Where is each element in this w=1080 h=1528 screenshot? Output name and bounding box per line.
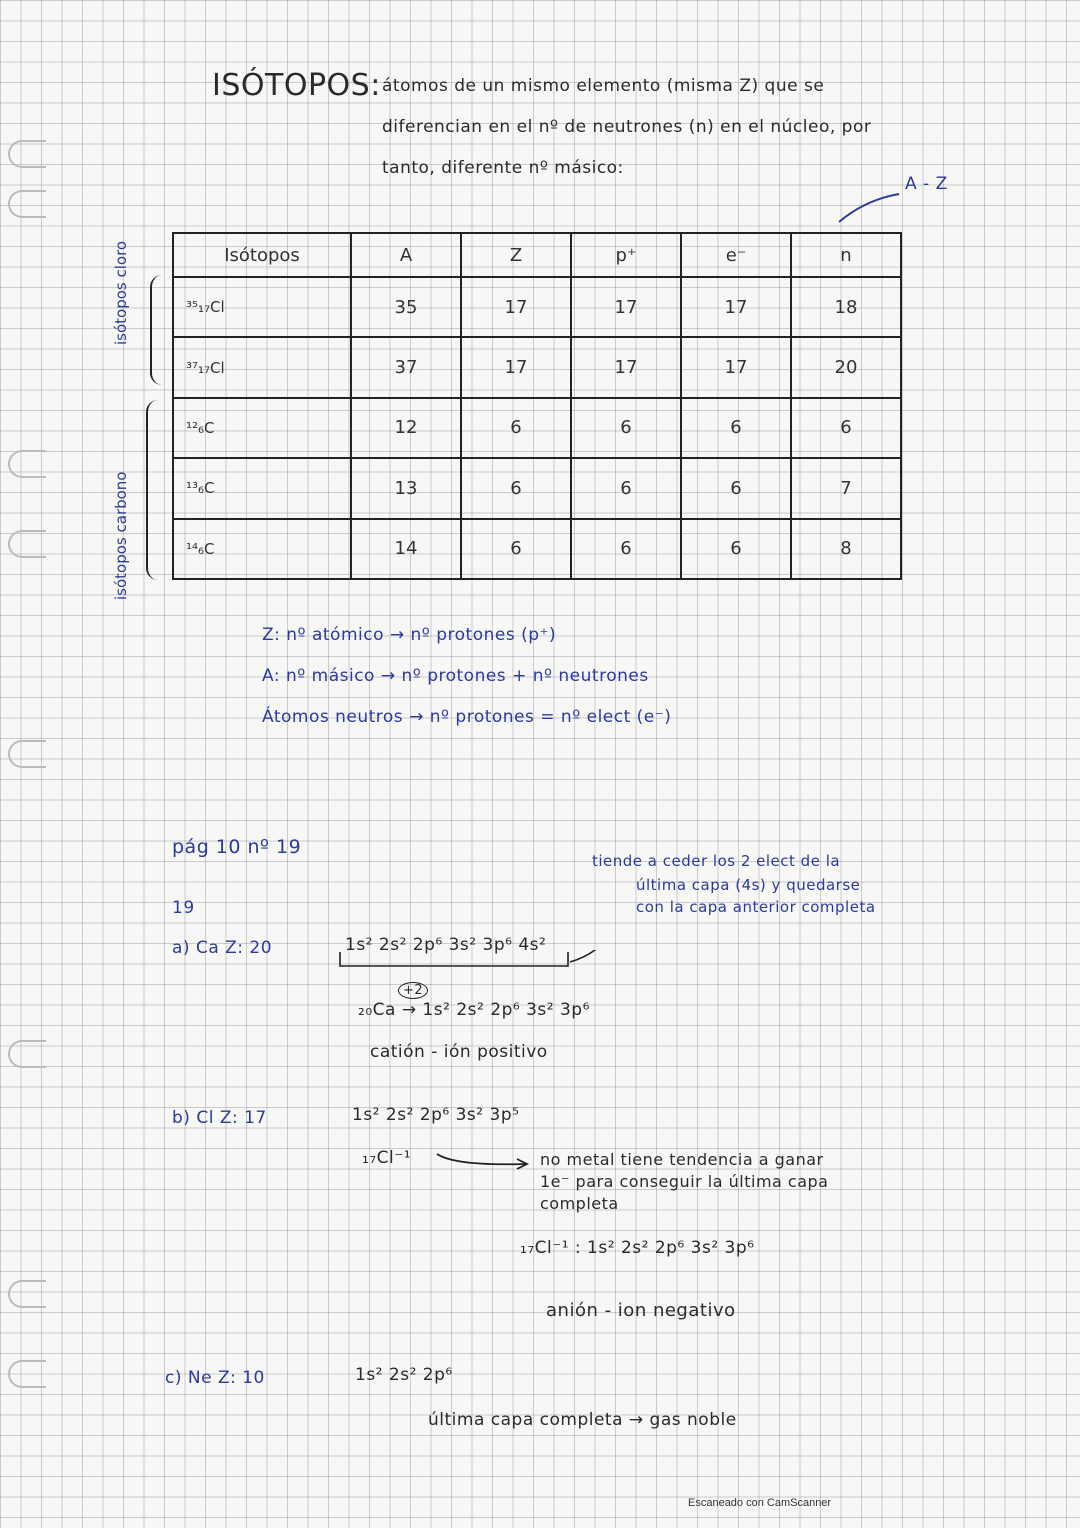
ca-note-line: tiende a ceder los 2 elect de la bbox=[592, 852, 841, 870]
exercise-ref: pág 10 nº 19 bbox=[172, 836, 302, 858]
note-a: A: nº másico → nº protones + nº neutrones bbox=[262, 666, 649, 686]
ca-note-line: con la capa anterior completa bbox=[636, 898, 876, 916]
cell-isotope: ¹²₆C bbox=[173, 398, 351, 458]
cell-z: 17 bbox=[461, 337, 571, 397]
cell-p: 6 bbox=[571, 519, 681, 579]
side-label-chlorine: isótopos cloro bbox=[112, 240, 130, 345]
scanner-watermark: Escaneado con CamScanner bbox=[688, 1497, 832, 1509]
binder-hole bbox=[8, 1040, 46, 1068]
cell-z: 6 bbox=[461, 519, 571, 579]
part-b-ion: ₁₇Cl⁻¹ : 1s² 2s² 2p⁶ 3s² 3p⁶ bbox=[520, 1238, 755, 1258]
table-row bbox=[173, 398, 901, 458]
cell-z: 6 bbox=[461, 458, 571, 518]
part-c-note: última capa completa → gas noble bbox=[428, 1410, 737, 1430]
part-b-note-line: no metal tiene tendencia a ganar bbox=[540, 1150, 824, 1169]
binder-hole bbox=[8, 190, 46, 218]
binder-hole bbox=[8, 450, 46, 478]
cell-isotope: ¹³₆C bbox=[173, 458, 351, 518]
cell-a: 35 bbox=[351, 277, 461, 337]
binder-hole bbox=[8, 530, 46, 558]
isotopes-table bbox=[172, 232, 902, 580]
cell-z: 17 bbox=[461, 277, 571, 337]
cell-isotope: ³⁷₁₇Cl bbox=[173, 337, 351, 397]
part-a-label: a) Ca Z: 20 bbox=[172, 938, 273, 958]
part-b-label: b) Cl Z: 17 bbox=[172, 1108, 267, 1128]
cell-a: 37 bbox=[351, 337, 461, 397]
cell-e: 17 bbox=[681, 337, 791, 397]
arrow-icon bbox=[435, 1150, 535, 1174]
cell-a: 14 bbox=[351, 519, 461, 579]
cell-e: 6 bbox=[681, 398, 791, 458]
cell-n: 8 bbox=[791, 519, 901, 579]
cell-e: 6 bbox=[681, 458, 791, 518]
cell-e: 17 bbox=[681, 277, 791, 337]
note-neutral: Átomos neutros → nº protones = nº elect (e⁻) bbox=[262, 707, 672, 727]
neutron-formula-note: A - Z bbox=[905, 174, 948, 194]
brace-chlorine bbox=[150, 275, 162, 385]
table-row bbox=[173, 519, 901, 579]
note-z: Z: nº atómico → nº protones (p⁺) bbox=[262, 625, 557, 645]
table-header-row bbox=[173, 233, 901, 277]
exercise-number: 19 bbox=[172, 898, 195, 918]
table-row bbox=[173, 337, 901, 397]
cell-n: 20 bbox=[791, 337, 901, 397]
cell-p: 17 bbox=[571, 277, 681, 337]
brace-carbon bbox=[146, 400, 158, 580]
header-e: e⁻ bbox=[681, 233, 791, 277]
part-b-type: anión - ion negativo bbox=[546, 1300, 736, 1321]
binder-hole bbox=[8, 1280, 46, 1308]
part-b-config: 1s² 2s² 2p⁶ 3s² 3p⁵ bbox=[352, 1105, 520, 1125]
side-label-carbon: isótopos carbono bbox=[112, 471, 130, 600]
part-c-config: 1s² 2s² 2p⁶ bbox=[355, 1365, 453, 1385]
definition-line: tanto, diferente nº másico: bbox=[382, 158, 624, 178]
header-a: A bbox=[351, 233, 461, 277]
cell-p: 17 bbox=[571, 337, 681, 397]
header-z: Z bbox=[461, 233, 571, 277]
part-b-ion-symbol: ₁₇Cl⁻¹ bbox=[362, 1148, 412, 1168]
cell-e: 6 bbox=[681, 519, 791, 579]
arrow-icon bbox=[835, 188, 905, 228]
part-a-type: catión - ión positivo bbox=[370, 1042, 548, 1062]
part-b-note-line: completa bbox=[540, 1194, 619, 1213]
cell-n: 6 bbox=[791, 398, 901, 458]
ca-note-line: última capa (4s) y quedarse bbox=[636, 876, 861, 894]
binder-hole bbox=[8, 1360, 46, 1388]
header-n: n bbox=[791, 233, 901, 277]
cell-n: 7 bbox=[791, 458, 901, 518]
cell-a: 13 bbox=[351, 458, 461, 518]
cell-p: 6 bbox=[571, 398, 681, 458]
cell-a: 12 bbox=[351, 398, 461, 458]
page-title: ISÓTOPOS: bbox=[212, 68, 381, 103]
binder-hole bbox=[8, 740, 46, 768]
charge-badge: +2 bbox=[398, 982, 428, 999]
definition-line: átomos de un mismo elemento (misma Z) que se bbox=[382, 76, 825, 96]
cell-isotope: ¹⁴₆C bbox=[173, 519, 351, 579]
table-row bbox=[173, 277, 901, 337]
cell-isotope: ³⁵₁₇Cl bbox=[173, 277, 351, 337]
part-b-note-line: 1e⁻ para conseguir la última capa bbox=[540, 1172, 829, 1191]
definition-line: diferencian en el nº de neutrones (n) en el núcleo, por bbox=[382, 117, 872, 137]
part-c-label: c) Ne Z: 10 bbox=[165, 1368, 265, 1388]
binder-hole bbox=[8, 140, 46, 168]
part-a-config: 1s² 2s² 2p⁶ 3s² 3p⁶ 4s² bbox=[345, 935, 547, 955]
cell-z: 6 bbox=[461, 398, 571, 458]
part-a-ion: ₂₀Ca → 1s² 2s² 2p⁶ 3s² 3p⁶ bbox=[358, 1000, 590, 1020]
table-row bbox=[173, 458, 901, 518]
cell-n: 18 bbox=[791, 277, 901, 337]
header-p: p⁺ bbox=[571, 233, 681, 277]
header-isotopes: Isótopos bbox=[173, 233, 351, 277]
brace-underline-icon bbox=[338, 950, 618, 980]
cell-p: 6 bbox=[571, 458, 681, 518]
